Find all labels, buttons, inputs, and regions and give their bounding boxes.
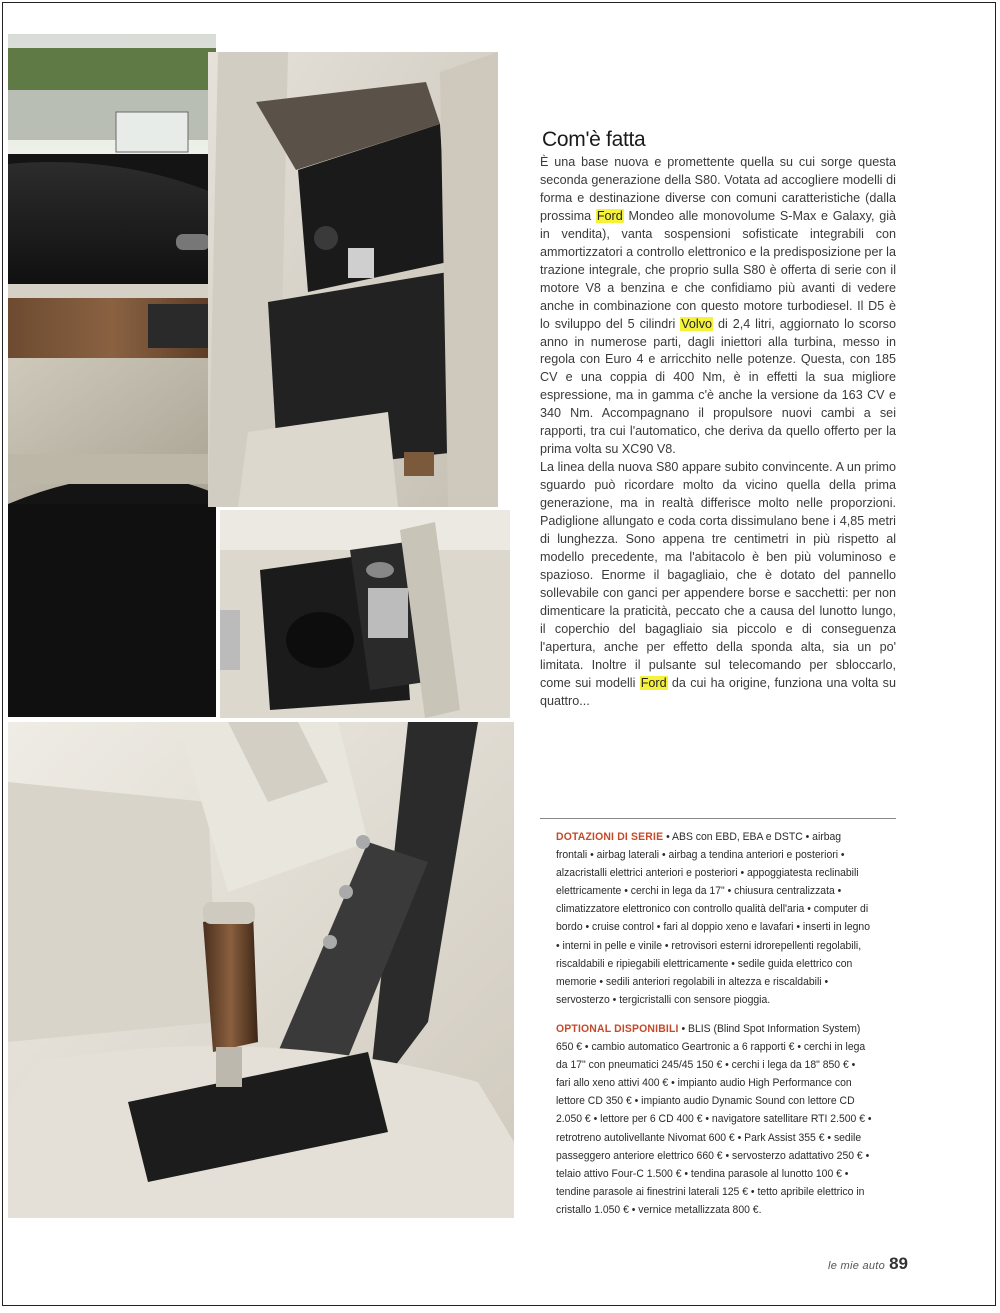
brand-highlight-ford: Ford [640, 675, 667, 690]
paragraph-2 [540, 459, 896, 710]
p2-seg: La linea della nuova S80 appare subito convincente. A un primo sguardo può ricordare molto da vicino quella della prima generazione, ma in realtà differisce molto nelle proporzioni. Padiglione allungato e coda corta dissimulano bene i 4,85 metri di lunghezza. Sono appena tre centimetri in più rispetto al modello precedente, ma l'abitacolo è ben più voluminoso e spazioso. Enorme il bagagliaio, che è dotato del pannello sollevabile con ganci per appendere borse e sacchetti: per non dimenticare la praticità, peccato che a causa del lunotto lungo, il coperchio del bagagliaio sia piccolo e di conseguenza l'apertura, anche per effetto della sponda alta, sia un po' limitata. Inoltre il pulsante sul telecomando per sbloccarlo, come sui modelli [540, 460, 896, 690]
p1-seg: Mondeo alle monovolume S-Max e Galaxy, già in vendita), vanta sospensioni sofisticate integrabili con ammortizzatori a controllo elettronico e la predisposizione per la trazione integrale, che proprio sulla S80 è offerta di serie con il motore V8 a benzina e che confidiamo più avanti di vedere anche in combinazione con questo motore turbodiesel. Il D5 è lo sviluppo del 5 cilindri [540, 208, 896, 331]
optional-equipment-text: • BLIS (Blind Spot Information System) 650 € • cambio automatico Geartronic a 6 rapporti € • cerchi in lega da 17" con pneumatici 245/45 150 € • cerchi i lega da 18" 850 € • fari allo xeno attivi 400 € • impianto audio High Performance con lettore CD 350 € • impianto audio Dynamic Sound con lettore CD 2.050 € • lettore per 6 CD 400 € • navigatore satellitare RTI 2.500 € • retrotreno autolivellante Nivomat 600 € • Park Assist 355 € • sedile passeggero anteriore elettrico 660 € • servosterzo adattativo 250 € • telaio attivo Four-C 1.500 € • tendina parasole al lunotto 100 € • tendine parasole ai finestrini laterali 125 € • tetto apribile elettrico in cristallo 1.050 € • vernice metallizzata 800 €. [556, 1023, 872, 1216]
standard-equipment-text: • ABS con EBD, EBA e DSTC • airbag frontali • airbag laterali • airbag a tendina anteriori e posteriori • alzacristalli elettrici anteriori e posteriori • appoggiatesta reclinabili elettricamente • cerchi in lega da 17" • chiusura centralizzata • climatizzatore elettronico con controllo qualità dell'aria • computer di bordo • cruise control • fari al doppio xeno e lavafari • inserti in legno • interni in pelle e vinile • retrovisori esterni idrorepellenti regolabili, riscaldabili e ripiegabili elettricamente • sedile guida elettrico con memorie • sedili anteriori regolabili in altezza e riscaldabili • servosterzo • tergicristalli con sensore pioggia. [556, 831, 870, 1006]
dashboard-photo [8, 34, 216, 717]
article-body [540, 154, 896, 711]
p1-seg: di 2,4 litri, aggiornato lo scorso anno in numerose parti, dagli iniettori alla turbina, messo in regola con Euro 4 e arricchito nelle potenze. Questa, con 185 CV e una coppia di 400 Nm, è in effetti la sua migliore espressione, ma in gamma c'è anche la versione da 163 CV e 340 Nm. Accompagnano il propulsore nuovi cambi a sei rapporti, tra cui l'automatico, che deriva da quello offerto per la prima volta su XC90 V8. [540, 316, 896, 457]
optional-equipment [556, 1020, 872, 1219]
standard-equipment [556, 828, 872, 1009]
p2-seg: da cui ha origine, funziona una volta su quattro... [540, 675, 896, 708]
optional-equipment-label: OPTIONAL DISPONIBILI [556, 1023, 679, 1035]
page-number: 89 [889, 1254, 908, 1273]
brand-highlight-volvo: Volvo [681, 316, 713, 331]
article [540, 128, 896, 711]
paragraph-1 [540, 154, 896, 459]
gear-lever-photo [8, 722, 514, 1218]
brand-highlight-ford: Ford [596, 208, 623, 223]
armrest-console-photo [208, 52, 498, 507]
section-divider [540, 818, 896, 819]
article-title: Com'è fatta [542, 128, 646, 151]
page-footer [828, 1254, 908, 1274]
cupholder-photo [220, 510, 510, 718]
standard-equipment-label: DOTAZIONI DI SERIE [556, 831, 664, 843]
p1-seg: È una base nuova e promettente quella su cui sorge questa seconda generazione della S80. Votata ad accogliere modelli di forma e destinazione diverse con comuni caratteristiche (dalla prossima [540, 155, 896, 223]
magazine-name: le mie auto [827, 1260, 886, 1272]
